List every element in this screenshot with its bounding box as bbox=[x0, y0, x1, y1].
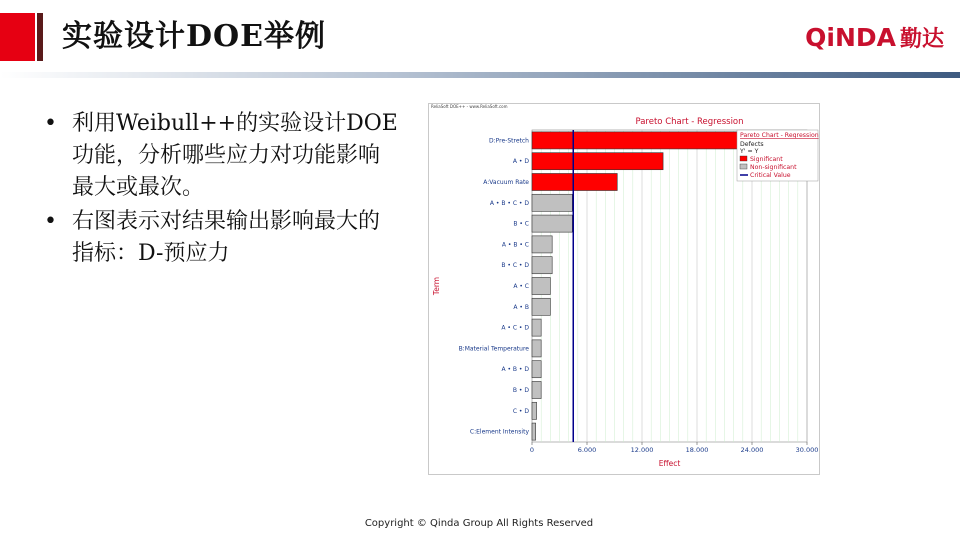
bar-5 bbox=[532, 215, 572, 232]
company-logo bbox=[805, 22, 944, 53]
term-label: B • C bbox=[513, 220, 529, 228]
bar-3 bbox=[532, 173, 617, 190]
x-axis-label: Effect bbox=[658, 459, 681, 468]
bullet-item-1: • 利用Weibull++的实验设计DOE功能，分析哪些应力对功能影响最大或最次。 bbox=[40, 108, 400, 204]
term-label: B • C • D bbox=[501, 262, 529, 270]
bar-8 bbox=[532, 277, 550, 294]
bar-7 bbox=[532, 257, 552, 274]
bullet-list bbox=[40, 108, 400, 272]
x-tick-label: 30.000 bbox=[795, 446, 819, 454]
term-label: A • C • D bbox=[501, 324, 529, 332]
legend-significant-label: Significant bbox=[750, 156, 783, 163]
legend-critical-label: Critical Value bbox=[750, 172, 791, 179]
term-label: A • B bbox=[513, 303, 529, 311]
bar-10 bbox=[532, 319, 541, 336]
term-label: A • C bbox=[513, 283, 529, 290]
bar-2 bbox=[532, 153, 663, 170]
header-divider bbox=[0, 72, 960, 78]
term-label: A:Vacuum Rate bbox=[483, 179, 529, 186]
term-label: C:Element Intensity bbox=[469, 428, 529, 436]
term-label: B • D bbox=[512, 387, 529, 394]
term-label: A • B • D bbox=[501, 366, 529, 374]
bar-13 bbox=[532, 381, 541, 398]
legend-non-significant-label: Non-significant bbox=[750, 164, 797, 171]
bar-9 bbox=[532, 298, 550, 315]
bar-12 bbox=[532, 361, 541, 378]
y-axis-label: Term bbox=[432, 276, 441, 296]
page-title: 实验设计DOE举例 bbox=[62, 19, 327, 54]
header-accent-block bbox=[37, 13, 43, 61]
legend-significant-swatch bbox=[740, 156, 747, 161]
logo-text: QiNDA bbox=[805, 23, 896, 52]
pareto-chart-frame bbox=[428, 103, 820, 475]
legend-transform: Y' = Y bbox=[740, 148, 759, 155]
x-tick-label: 18.000 bbox=[685, 446, 709, 454]
legend-response: Defects bbox=[740, 141, 764, 148]
header-red-block bbox=[0, 13, 35, 61]
bar-11 bbox=[532, 340, 541, 357]
term-label: A • B • C • D bbox=[489, 199, 529, 207]
chart-title: Pareto Chart - Regression bbox=[635, 117, 744, 127]
x-tick-label: 6.000 bbox=[577, 446, 597, 454]
term-label: D:Pre-Stretch bbox=[489, 137, 529, 145]
bar-4 bbox=[532, 194, 572, 211]
term-label: A • B • C bbox=[501, 241, 529, 249]
pareto-chart bbox=[429, 104, 819, 474]
x-tick-label: 12.000 bbox=[630, 446, 654, 454]
logo-chinese: 勤达 bbox=[899, 27, 944, 52]
bar-6 bbox=[532, 236, 552, 253]
x-tick-label: 24.000 bbox=[740, 446, 764, 454]
term-label: C • D bbox=[512, 407, 529, 415]
term-label: A • D bbox=[512, 158, 529, 166]
legend-title: Pareto Chart - Regression bbox=[740, 132, 819, 139]
bullet-item-2: • 右图表示对结果输出影响最大的指标：D-预应力 bbox=[40, 206, 400, 270]
x-tick-label: 0 bbox=[529, 446, 535, 454]
legend-non-significant-swatch bbox=[740, 164, 747, 169]
footer-copyright: Copyright © Qinda Group All Rights Reserved bbox=[364, 518, 594, 529]
bar-15 bbox=[532, 423, 536, 440]
software-label: ReliaSoft DOE++ - www.ReliaSoft.com bbox=[431, 104, 508, 109]
term-label: B:Material Temperature bbox=[458, 345, 529, 353]
bar-14 bbox=[532, 402, 537, 419]
